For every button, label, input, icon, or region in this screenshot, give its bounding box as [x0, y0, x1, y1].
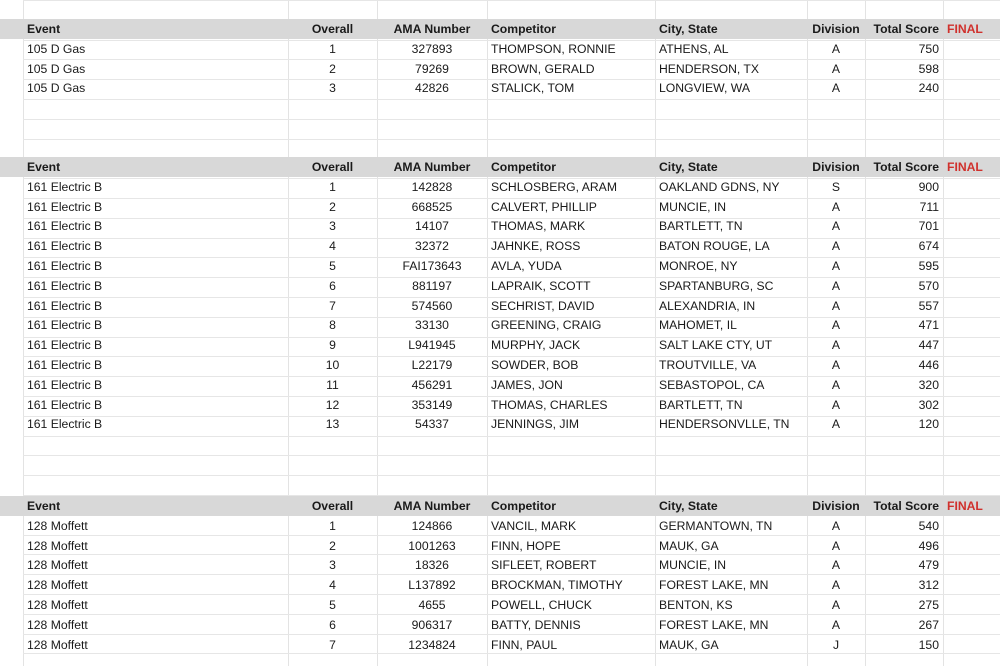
cell-event[interactable]: 128 Moffett	[27, 617, 88, 632]
cell-division[interactable]: A	[831, 318, 841, 333]
cell-total-score[interactable]: 150	[918, 637, 939, 652]
cell-overall[interactable]: 8	[329, 318, 336, 333]
table-row[interactable]	[0, 335, 1000, 355]
cell-ama-number[interactable]: L941945	[408, 338, 456, 353]
cell-competitor[interactable]: SOWDER, BOB	[491, 358, 579, 372]
cell-competitor[interactable]: SCHLOSBERG, ARAM	[491, 179, 617, 194]
cell-overall[interactable]: 9	[329, 338, 336, 353]
header-final-label[interactable]: FINAL	[947, 22, 983, 36]
cell-total-score[interactable]: 446	[918, 358, 939, 372]
cell-event[interactable]: 161 Electric B	[27, 278, 103, 293]
cell-total-score[interactable]: 595	[918, 259, 939, 273]
cell-city-state[interactable]: OAKLAND GDNS, NY	[659, 179, 780, 194]
cell-total-score[interactable]: 471	[918, 318, 939, 333]
cell-division[interactable]: A	[831, 417, 841, 432]
cell-division[interactable]: A	[831, 41, 841, 56]
cell-city-state[interactable]: ALEXANDRIA, IN	[659, 298, 756, 313]
cell-city-state[interactable]: MAHOMET, IL	[659, 318, 737, 333]
header-event[interactable]: Event	[27, 160, 61, 174]
cell-city-state[interactable]: SPARTANBURG, SC	[659, 278, 774, 293]
cell-event[interactable]: 128 Moffett	[27, 558, 88, 573]
cell-city-state[interactable]: BENTON, KS	[659, 598, 733, 612]
cell-event[interactable]: 161 Electric B	[27, 179, 103, 194]
header-city-state[interactable]: City, State	[659, 22, 718, 36]
cell-event[interactable]: 105 D Gas	[27, 61, 86, 76]
cell-total-score[interactable]: 312	[918, 578, 939, 593]
table-row[interactable]	[0, 216, 1000, 236]
cell-competitor[interactable]: SECHRIST, DAVID	[491, 298, 595, 313]
cell-division[interactable]: A	[831, 578, 841, 593]
cell-city-state[interactable]: MAUK, GA	[659, 538, 719, 553]
table-row[interactable]	[0, 296, 1000, 316]
cell-ama-number[interactable]: L137892	[408, 578, 456, 593]
row-gridline	[23, 455, 1000, 456]
cell-division[interactable]: A	[831, 558, 841, 573]
cell-division[interactable]: A	[831, 278, 841, 293]
cell-overall[interactable]: 1	[329, 41, 336, 56]
header-competitor[interactable]: Competitor	[491, 499, 556, 513]
cell-ama-number[interactable]: 4655	[418, 598, 446, 612]
table-row[interactable]	[0, 197, 1000, 217]
cell-city-state[interactable]: HENDERSON, TX	[659, 61, 759, 76]
cell-competitor[interactable]: LAPRAIK, SCOTT	[491, 278, 591, 293]
row-gridline	[23, 119, 1000, 120]
cell-event[interactable]: 161 Electric B	[27, 377, 103, 392]
header-competitor[interactable]: Competitor	[491, 22, 556, 36]
cell-total-score[interactable]: 320	[918, 377, 939, 392]
cell-ama-number[interactable]: 124866	[411, 518, 453, 533]
cell-event[interactable]: 161 Electric B	[27, 417, 103, 432]
table-row[interactable]	[0, 276, 1000, 296]
cell-overall[interactable]: 1	[329, 179, 336, 194]
cell-ama-number[interactable]: 32372	[415, 239, 449, 254]
row-gridline	[23, 99, 1000, 100]
table-row[interactable]	[0, 375, 1000, 395]
cell-division[interactable]: A	[831, 518, 841, 533]
cell-event[interactable]: 161 Electric B	[27, 338, 103, 353]
cell-total-score[interactable]: 479	[918, 558, 939, 573]
cell-city-state[interactable]: BATON ROUGE, LA	[659, 239, 770, 254]
cell-division[interactable]: A	[831, 259, 841, 273]
cell-overall[interactable]: 3	[329, 558, 336, 573]
header-final-label[interactable]: FINAL	[947, 160, 983, 174]
cell-city-state[interactable]: GERMANTOWN, TN	[659, 518, 773, 533]
cell-division[interactable]: A	[831, 219, 841, 234]
cell-city-state[interactable]: TROUTVILLE, VA	[659, 358, 757, 372]
cell-city-state[interactable]: SALT LAKE CTY, UT	[659, 338, 773, 353]
cell-total-score[interactable]: 711	[919, 199, 939, 214]
cell-competitor[interactable]: JAMES, JON	[491, 377, 563, 392]
cell-overall[interactable]: 11	[326, 377, 339, 392]
cell-overall[interactable]: 2	[329, 199, 336, 214]
cell-event[interactable]: 105 D Gas	[27, 81, 86, 96]
header-competitor[interactable]: Competitor	[491, 160, 556, 174]
cell-total-score[interactable]: 570	[918, 278, 939, 293]
row-gridline	[23, 475, 1000, 476]
cell-event[interactable]: 128 Moffett	[27, 637, 88, 652]
header-overall[interactable]: Overall	[311, 160, 354, 174]
cell-total-score[interactable]: 900	[918, 179, 939, 194]
header-city-state[interactable]: City, State	[659, 160, 718, 174]
cell-overall[interactable]: 10	[325, 358, 340, 372]
cell-ama-number[interactable]: 14107	[415, 219, 449, 234]
row-gridline	[23, 139, 1000, 140]
cell-ama-number[interactable]: 18326	[415, 558, 449, 573]
cell-division[interactable]: A	[831, 538, 841, 553]
cell-competitor[interactable]: THOMAS, MARK	[491, 219, 586, 234]
cell-ama-number[interactable]: 54337	[415, 417, 449, 432]
cell-ama-number[interactable]: 574560	[411, 298, 453, 313]
cell-city-state[interactable]: MUNCIE, IN	[659, 558, 727, 573]
cell-event[interactable]: 128 Moffett	[27, 598, 88, 612]
cell-ama-number[interactable]: 1234824	[408, 637, 456, 652]
table-row[interactable]	[0, 78, 1000, 98]
header-division[interactable]: Division	[812, 22, 860, 36]
cell-city-state[interactable]: ATHENS, AL	[659, 41, 729, 56]
cell-competitor[interactable]: MURPHY, JACK	[491, 338, 581, 353]
row-gridline	[23, 0, 1000, 1]
cell-division[interactable]: A	[831, 617, 841, 632]
cell-ama-number[interactable]: 906317	[411, 617, 453, 632]
cell-overall[interactable]: 5	[329, 598, 336, 612]
table-header-row	[0, 19, 1000, 39]
cell-competitor[interactable]: BATTY, DENNIS	[491, 617, 581, 632]
cell-city-state[interactable]: HENDERSONVLLE, TN	[659, 417, 790, 432]
cell-competitor[interactable]: BROWN, GERALD	[491, 61, 595, 76]
cell-overall[interactable]: 6	[329, 617, 336, 632]
table-row[interactable]	[0, 39, 1000, 59]
cell-competitor[interactable]: JENNINGS, JIM	[491, 417, 580, 432]
cell-city-state[interactable]: SEBASTOPOL, CA	[659, 377, 765, 392]
header-division[interactable]: Division	[812, 160, 860, 174]
cell-city-state[interactable]: MONROE, NY	[659, 259, 738, 273]
cell-competitor[interactable]: CALVERT, PHILLIP	[491, 199, 597, 214]
cell-event[interactable]: 128 Moffett	[27, 518, 88, 533]
table-header-row	[0, 157, 1000, 177]
cell-event[interactable]: 161 Electric B	[27, 259, 103, 273]
cell-ama-number[interactable]: 668525	[411, 199, 453, 214]
header-city-state[interactable]: City, State	[659, 499, 718, 513]
header-overall[interactable]: Overall	[311, 22, 354, 36]
cell-competitor[interactable]: THOMAS, CHARLES	[491, 397, 608, 412]
cell-total-score[interactable]: 496	[918, 538, 939, 553]
cell-total-score[interactable]: 701	[918, 219, 939, 234]
cell-event[interactable]: 161 Electric B	[27, 219, 103, 234]
cell-ama-number[interactable]: 42826	[415, 81, 449, 96]
cell-overall[interactable]: 3	[329, 81, 336, 96]
cell-event[interactable]: 161 Electric B	[27, 318, 103, 333]
header-division[interactable]: Division	[812, 499, 860, 513]
table-row[interactable]	[0, 355, 1000, 375]
table-row[interactable]	[0, 256, 1000, 276]
header-total-score[interactable]: Total Score	[873, 160, 939, 174]
cell-event[interactable]: 128 Moffett	[27, 538, 88, 553]
cell-overall[interactable]: 12	[325, 397, 340, 412]
header-total-score[interactable]: Total Score	[873, 22, 939, 36]
cell-division[interactable]: A	[831, 598, 841, 612]
table-row[interactable]	[0, 516, 1000, 536]
cell-event[interactable]: 161 Electric B	[27, 199, 103, 214]
cell-division[interactable]: A	[831, 397, 841, 412]
cell-total-score[interactable]: 302	[918, 397, 939, 412]
table-row[interactable]	[0, 236, 1000, 256]
cell-competitor[interactable]: FINN, HOPE	[491, 538, 561, 553]
cell-ama-number[interactable]: 33130	[415, 318, 449, 333]
cell-ama-number[interactable]: 79269	[415, 61, 449, 76]
header-ama-number[interactable]: AMA Number	[393, 22, 471, 36]
table-row[interactable]	[0, 615, 1000, 635]
cell-overall[interactable]: 7	[329, 637, 336, 652]
cell-event[interactable]: 128 Moffett	[27, 578, 88, 593]
cell-overall[interactable]: 3	[329, 219, 336, 234]
cell-event[interactable]: 161 Electric B	[27, 397, 103, 412]
cell-overall[interactable]: 1	[329, 518, 336, 533]
cell-event[interactable]: 161 Electric B	[27, 298, 103, 313]
cell-event[interactable]: 105 D Gas	[27, 41, 86, 56]
cell-event[interactable]: 161 Electric B	[27, 239, 103, 254]
cell-total-score[interactable]: 240	[918, 81, 939, 96]
cell-competitor[interactable]: POWELL, CHUCK	[491, 598, 592, 612]
cell-event[interactable]: 161 Electric B	[27, 358, 103, 372]
cell-ama-number[interactable]: 456291	[411, 377, 453, 392]
cell-competitor[interactable]: SIFLEET, ROBERT	[491, 558, 597, 573]
cell-ama-number[interactable]: 327893	[411, 41, 453, 56]
cell-ama-number[interactable]: 353149	[411, 397, 453, 412]
cell-city-state[interactable]: MAUK, GA	[659, 637, 719, 652]
cell-division[interactable]: A	[831, 298, 841, 313]
cell-overall[interactable]: 13	[325, 417, 340, 432]
cell-total-score[interactable]: 447	[918, 338, 939, 353]
cell-division[interactable]: A	[831, 358, 841, 372]
cell-overall[interactable]: 2	[329, 61, 336, 76]
cell-competitor[interactable]: AVLA, YUDA	[491, 259, 562, 273]
cell-ama-number[interactable]: L22179	[411, 358, 453, 372]
table-row[interactable]	[0, 59, 1000, 79]
cell-division[interactable]: A	[831, 199, 841, 214]
table-row[interactable]	[0, 536, 1000, 556]
cell-total-score[interactable]: 750	[918, 41, 939, 56]
cell-total-score[interactable]: 557	[918, 298, 939, 313]
cell-total-score[interactable]: 540	[918, 518, 939, 533]
cell-division[interactable]: J	[832, 637, 840, 652]
cell-ama-number[interactable]: 881197	[412, 278, 452, 293]
cell-total-score[interactable]: 275	[918, 598, 939, 612]
cell-competitor[interactable]: JAHNKE, ROSS	[491, 239, 581, 254]
cell-overall[interactable]: 2	[329, 538, 336, 553]
cell-total-score[interactable]: 120	[918, 417, 939, 432]
table-row[interactable]	[0, 635, 1000, 655]
cell-competitor[interactable]: BROCKMAN, TIMOTHY	[491, 578, 623, 593]
cell-overall[interactable]: 6	[329, 278, 336, 293]
cell-ama-number[interactable]: 142828	[411, 179, 453, 194]
cell-total-score[interactable]: 674	[918, 239, 939, 254]
cell-city-state[interactable]: FOREST LAKE, MN	[659, 617, 769, 632]
table-row[interactable]	[0, 414, 1000, 434]
cell-division[interactable]: A	[831, 61, 841, 76]
table-row[interactable]	[0, 315, 1000, 335]
cell-division[interactable]: A	[831, 239, 841, 254]
cell-division[interactable]: A	[831, 81, 841, 96]
header-overall[interactable]: Overall	[311, 499, 354, 513]
cell-competitor[interactable]: VANCIL, MARK	[491, 518, 577, 533]
cell-overall[interactable]: 4	[329, 239, 336, 254]
cell-division[interactable]: S	[831, 179, 841, 194]
table-row[interactable]	[0, 177, 1000, 197]
cell-division[interactable]: A	[831, 377, 841, 392]
cell-ama-number[interactable]: 1001263	[408, 538, 456, 553]
cell-competitor[interactable]: THOMPSON, RONNIE	[491, 41, 616, 56]
cell-competitor[interactable]: STALICK, TOM	[491, 81, 575, 96]
cell-total-score[interactable]: 598	[918, 61, 939, 76]
row-gridline	[23, 436, 1000, 437]
cell-competitor[interactable]: FINN, PAUL	[491, 637, 558, 652]
table-row[interactable]	[0, 575, 1000, 595]
table-row[interactable]	[0, 395, 1000, 415]
header-ama-number[interactable]: AMA Number	[393, 499, 471, 513]
cell-city-state[interactable]: BARTLETT, TN	[659, 219, 743, 234]
cell-overall[interactable]: 4	[329, 578, 336, 593]
header-event[interactable]: Event	[27, 499, 61, 513]
table-row[interactable]	[0, 555, 1000, 575]
header-total-score[interactable]: Total Score	[873, 499, 939, 513]
cell-ama-number[interactable]: FAI173643	[402, 259, 462, 273]
table-header-row	[0, 496, 1000, 516]
cell-overall[interactable]: 5	[329, 259, 336, 273]
header-final-label[interactable]: FINAL	[947, 499, 983, 513]
cell-total-score[interactable]: 267	[918, 617, 939, 632]
table-row[interactable]	[0, 595, 1000, 615]
cell-city-state[interactable]: LONGVIEW, WA	[659, 81, 750, 96]
cell-overall[interactable]: 7	[329, 298, 336, 313]
header-event[interactable]: Event	[27, 22, 61, 36]
cell-city-state[interactable]: MUNCIE, IN	[659, 199, 727, 214]
header-ama-number[interactable]: AMA Number	[393, 160, 471, 174]
cell-division[interactable]: A	[831, 338, 841, 353]
cell-competitor[interactable]: GREENING, CRAIG	[491, 318, 602, 333]
cell-city-state[interactable]: FOREST LAKE, MN	[659, 578, 769, 593]
cell-city-state[interactable]: BARTLETT, TN	[659, 397, 743, 412]
